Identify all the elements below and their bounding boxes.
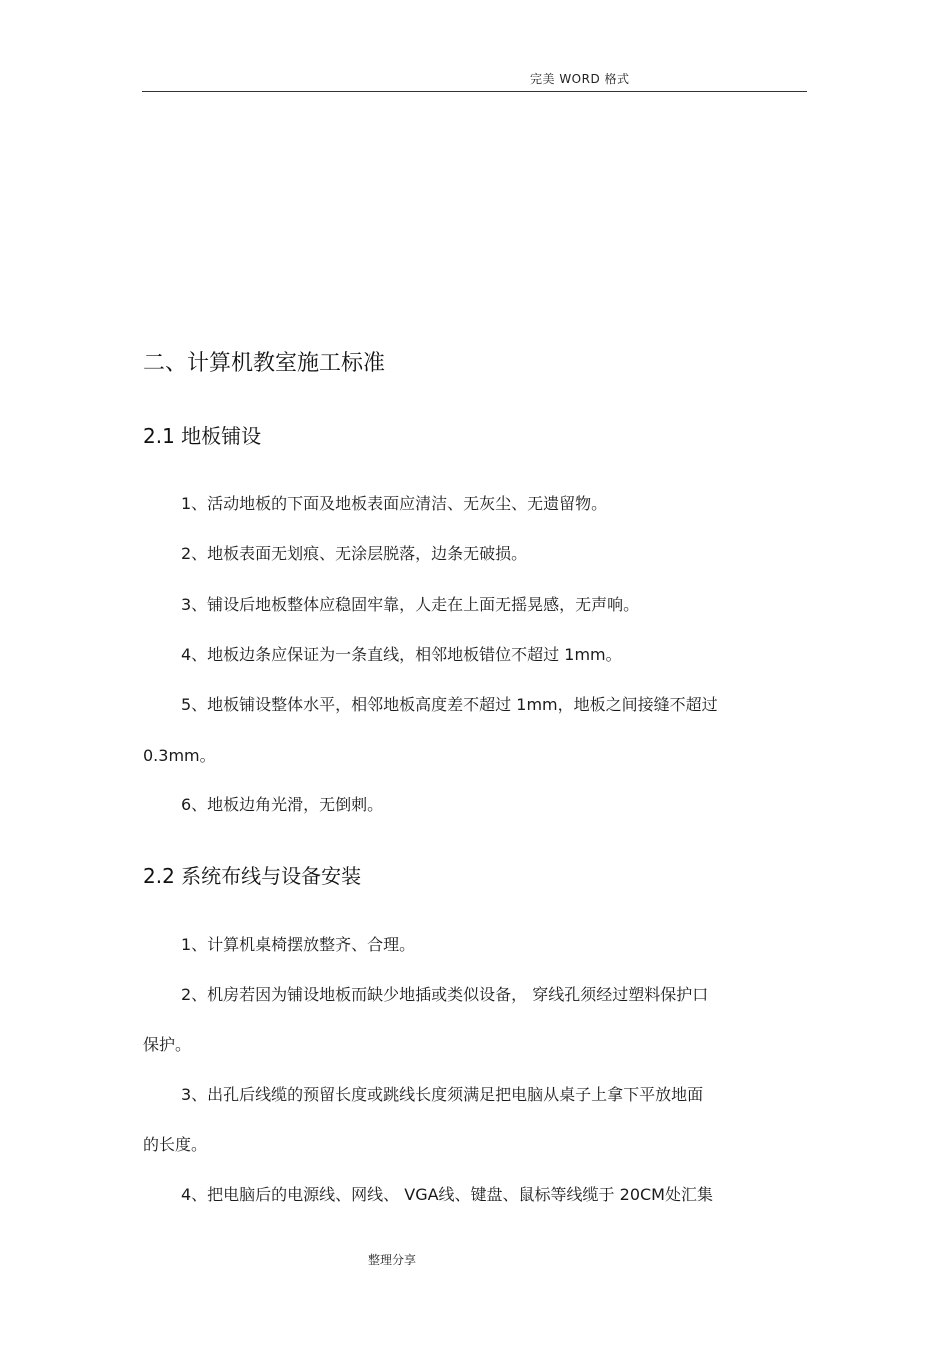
floor-item-1: 1、活动地板的下面及地板表面应清洁、无灰尘、无遗留物。 xyxy=(181,494,608,513)
floor-item-5: 5、地板铺设整体水平，相邻地板高度差不超过 1mm，地板之间接缝不超过 xyxy=(181,695,718,714)
cabling-item-3: 3、出孔后线缆的预留长度或跳线长度须满足把电脑从桌子上拿下平放地面 xyxy=(181,1085,704,1104)
floor-item-5-cont: 0.3mm。 xyxy=(143,746,216,765)
floor-item-3: 3、铺设后地板整体应稳固牢靠，人走在上面无摇晃感，无声响。 xyxy=(181,595,640,614)
cabling-item-1: 1、计算机桌椅摆放整齐、合理。 xyxy=(181,935,416,954)
floor-item-2: 2、地板表面无划痕、无涂层脱落，边条无破损。 xyxy=(181,544,528,563)
cabling-item-2: 2、机房若因为铺设地板而缺少地插或类似设备， 穿线孔须经过塑料保护口 xyxy=(181,985,709,1004)
page-header: 完美 WORD 格式 xyxy=(530,72,630,86)
cabling-item-3-cont: 的长度。 xyxy=(143,1135,208,1154)
cabling-item-4: 4、把电脑后的电源线、网线、 VGA线、键盘、鼠标等线缆于 20CM处汇集 xyxy=(181,1185,713,1204)
section-title: 二、计算机教室施工标准 xyxy=(143,351,386,376)
subsection-title-cabling: 2.2 系统布线与设备安装 xyxy=(143,864,362,888)
page-footer: 整理分享 xyxy=(368,1253,417,1267)
cabling-item-2-cont: 保护。 xyxy=(143,1035,192,1054)
floor-item-4: 4、地板边条应保证为一条直线，相邻地板错位不超过 1mm。 xyxy=(181,645,622,664)
floor-item-6: 6、地板边角光滑，无倒刺。 xyxy=(181,795,384,814)
header-divider xyxy=(142,91,807,92)
subsection-title-floor: 2.1 地板铺设 xyxy=(143,424,262,448)
